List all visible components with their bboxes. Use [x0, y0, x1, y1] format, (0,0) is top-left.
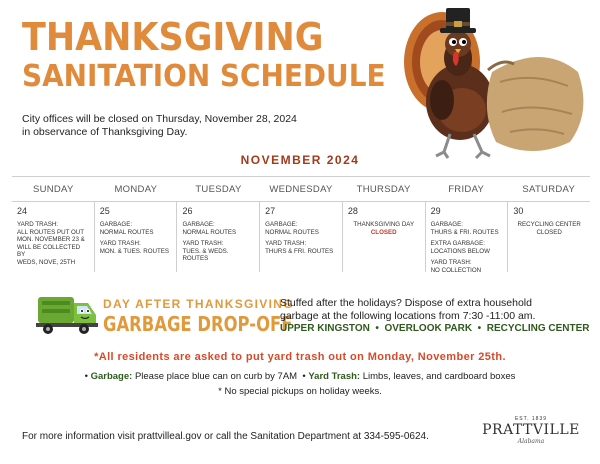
residents-note: *All residents are asked to put yard trash out on Monday, November 25th. [94, 351, 506, 363]
day-note-line: THANKSGIVING DAY [353, 221, 415, 228]
day-number: 26 [182, 206, 193, 216]
day-number: 29 [430, 206, 441, 216]
dropoff-description [280, 297, 580, 323]
day-note-line: NO COLLECTION [430, 266, 482, 274]
yard-trash-label: Yard Trash: [308, 371, 361, 382]
day-note-line: MON. & TUES. ROUTES [99, 247, 170, 255]
day-note-line: GARBAGE: [182, 221, 215, 228]
weekday-wednesday: WEDNESDAY [269, 184, 333, 195]
guideline-bullet: • [302, 371, 306, 382]
dropoff-description-line2: garbage at the following locations from 7:30 -11:00 am. [280, 310, 536, 322]
day-note-line: CLOSED [536, 228, 562, 236]
day-number: 25 [99, 206, 110, 216]
day-number: 24 [17, 206, 28, 216]
day-notes [182, 221, 254, 263]
calendar-day-24 [12, 202, 95, 272]
day-note-line: NORMAL ROUTES [265, 228, 319, 236]
weekday-friday: FRIDAY [448, 184, 485, 195]
page-title-line2: SANITATION SCHEDULE [22, 59, 386, 94]
day-note-line: YARD TRASH: [99, 240, 141, 248]
logo-sub: Alabama [517, 438, 545, 445]
day-notes [513, 221, 585, 236]
logo-name: PRATTVILLE [482, 422, 580, 438]
day-number: 28 [347, 206, 358, 216]
logo-est: EST. 1839 [514, 416, 548, 422]
prattville-logo [482, 416, 580, 456]
calendar-month: NOVEMBER 2024 [240, 153, 360, 167]
weekday-saturday: SATURDAY [522, 184, 576, 195]
day-note-line: RECYCLING CENTER [517, 221, 581, 228]
closure-notice-line1: City offices will be closed on Thursday, November 28, 2024 [22, 113, 297, 125]
weekday-sunday: SUNDAY [32, 184, 74, 195]
day-note-line: WEDS, NOVE, 25TH [17, 258, 76, 266]
garbage-truck-icon [36, 291, 98, 335]
calendar-day-28 [343, 202, 426, 272]
day-note-line: WILL BE COLLECTED BY [17, 243, 81, 259]
calendar-day-30 [508, 202, 590, 272]
weekday-monday: MONDAY [114, 184, 158, 195]
calendar [12, 176, 590, 272]
day-notes [100, 221, 172, 255]
guideline-bullet: • [84, 371, 88, 382]
day-note-line: NORMAL ROUTES [99, 228, 154, 236]
location-separator: • [477, 323, 482, 334]
day-note-line: YARD TRASH: [17, 221, 59, 228]
day-notes [265, 221, 337, 255]
day-note-line: TUES. & WEDS. ROUTES [182, 247, 229, 263]
no-special-pickups-note: * No special pickups on holiday weeks. [218, 386, 382, 397]
calendar-day-25 [95, 202, 178, 272]
location-recycling-center: RECYCLING CENTER [486, 323, 590, 334]
dropoff-kicker: DAY AFTER THANKSGIVING [103, 297, 294, 311]
day-notes [348, 221, 420, 236]
calendar-day-29 [426, 202, 509, 272]
day-number: 30 [513, 206, 524, 216]
guidelines [0, 371, 600, 382]
garbage-label: Garbage: [90, 371, 133, 382]
closed-badge: CLOSED [370, 228, 397, 236]
day-number: 27 [265, 206, 276, 216]
day-note-line: THURS & FRI. ROUTES [265, 247, 334, 255]
calendar-weekday-row [12, 176, 590, 202]
day-note-line: LOCATIONS BELOW [430, 247, 490, 255]
day-note-line: MON. NOVEMBER 23 & [17, 236, 85, 244]
day-notes [431, 221, 503, 275]
yard-trash-text: Limbs, leaves, and cardboard boxes [362, 371, 516, 382]
day-note-line: GARBAGE: [430, 221, 463, 228]
calendar-day-26 [177, 202, 260, 272]
day-note-line: NORMAL ROUTES [182, 228, 237, 236]
footer-contact: For more information visit prattvilleal.gov or call the Sanitation Department at 334-595-0624. [22, 431, 429, 442]
day-note-line: GARBAGE: [265, 221, 298, 228]
calendar-day-27 [260, 202, 343, 272]
location-overlook-park: OVERLOOK PARK [384, 323, 473, 334]
day-note-line: GARBAGE: [99, 221, 133, 228]
day-note-line: YARD TRASH: [182, 240, 224, 248]
dropoff-locations [280, 323, 590, 334]
day-note-line: YARD TRASH: [430, 259, 472, 267]
turkey-pilgrim-icon [392, 2, 592, 162]
day-note-line: ALL ROUTES PUT OUT [17, 228, 85, 236]
day-notes [17, 221, 89, 267]
day-note-line: THURS & FRI. ROUTES [430, 228, 499, 236]
weekday-tuesday: TUESDAY [195, 184, 242, 195]
closure-notice [22, 113, 322, 139]
day-note-line: YARD TRASH: [265, 240, 307, 248]
page-title-line1: THANKSGIVING [22, 15, 324, 59]
calendar-week-row [12, 202, 590, 272]
location-separator: • [375, 323, 379, 334]
dropoff-heading: GARBAGE DROP-OFF [103, 312, 293, 336]
closure-notice-line2: in observance of Thanksgiving Day. [22, 126, 188, 138]
day-note-line: EXTRA GARBAGE: [430, 240, 485, 248]
dropoff-description-line1: Stuffed after the holidays? Dispose of extra household [280, 297, 532, 309]
garbage-text: Please place blue can on curb by 7AM [134, 371, 298, 382]
location-upper-kingston: UPPER KINGSTON [280, 323, 370, 334]
weekday-thursday: THURSDAY [356, 184, 411, 195]
